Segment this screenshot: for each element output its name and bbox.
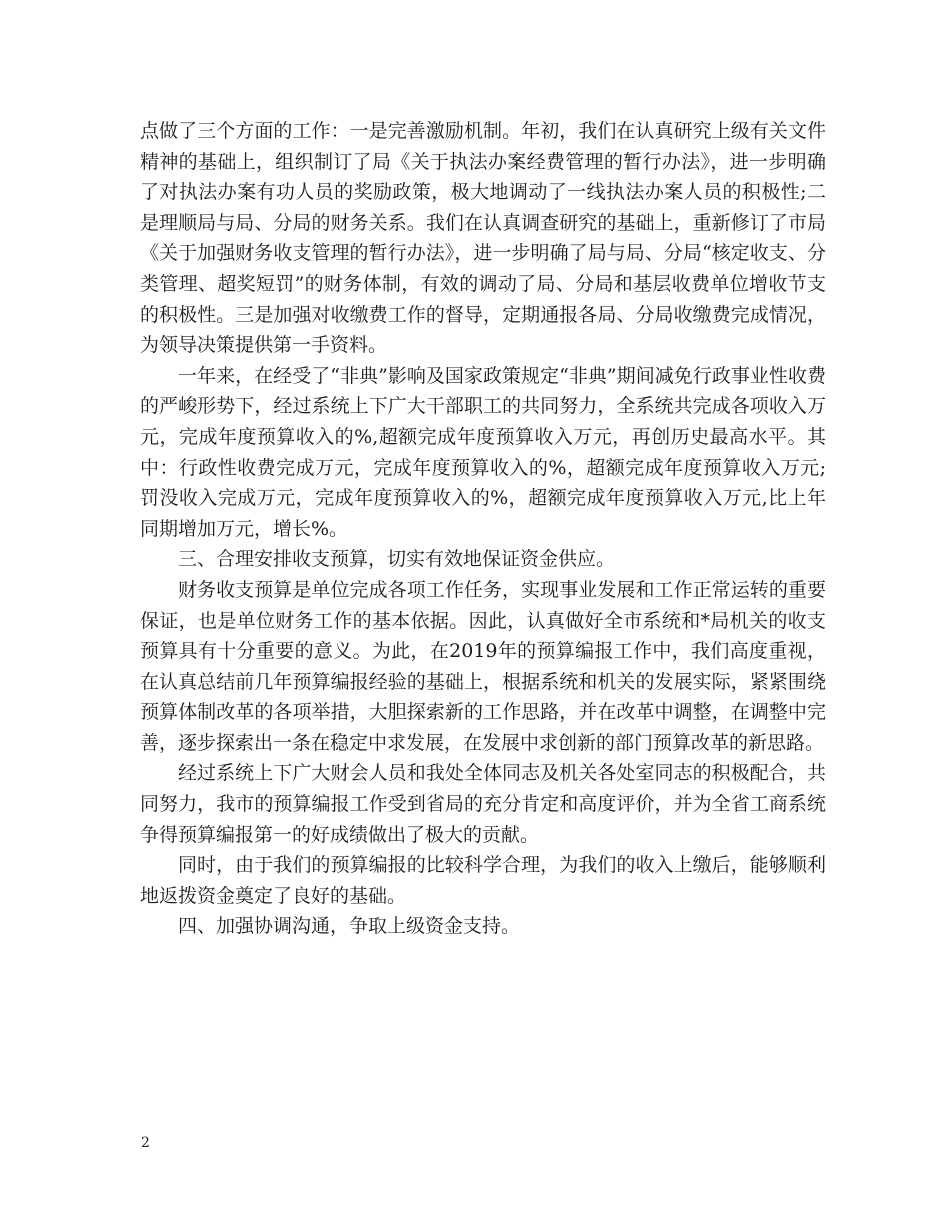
page-number: 2	[141, 1135, 150, 1151]
section-heading-4: 四、加强协调沟通，争取上级资金支持。	[178, 915, 521, 938]
section-heading-3: 三、合理安排收支预算，切实有效地保证资金供应。	[178, 548, 616, 571]
paragraph-5: 经过系统上下广大财会人员和我处全体同志及机关各处室同志的积极配合，共同努力，我市的预算编报工作受到省局的充分肯定和高度评价，并为全省工商系统争得预算编报第一的好成绩做出了极大的贡献。	[140, 762, 826, 846]
paragraph-1: 点做了三个方面的工作：一是完善激励机制。年初，我们在认真研究上级有关文件精神的基础上，组织制订了局《关于执法办案经费管理的暂行办法》，进一步明确了对执法办案有功人员的奖励政策，极大地调动了一线执法办案人员的积极性;二是理顺局与局、分局的财务关系。我们在认真调查研究的基础上，重新修订了市局《关于加强财务收支管理的暂行办法》，进一步明确了局与局、分局“核定收支、分类管理、超奖短罚”的财务体制，有效的调动了局、分局和基层收费单位增收节支的积极性。三是加强对收缴费工作的督导，定期通报各局、分局收缴费完成情况，为领导决策提供第一手资料。	[140, 120, 826, 357]
paragraph-4: 财务收支预算是单位完成各项工作任务，实现事业发展和工作正常运转的重要保证，也是单位财务工作的基本依据。因此，认真做好全市系统和*局机关的收支预算具有十分重要的意义。为此，在2019年的预算编报工作中，我们高度重视，在认真总结前几年预算编报经验的基础上，根据系统和机关的发展实际，紧紧围绕预算体制改革的各项举措，大胆探索新的工作思路，并在改革中调整，在调整中完善，逐步探索出一条在稳定中求发展，在发展中求创新的部门预算改革的新思路。	[140, 578, 826, 754]
paragraph-6: 同时，由于我们的预算编报的比较科学合理，为我们的收入上缴后，能够顺利地返拨资金奠定了良好的基础。	[140, 854, 826, 907]
document-body	[140, 116, 826, 942]
paragraph-2: 一年来，在经受了“非典”影响及国家政策规定“非典”期间减免行政事业性收费的严峻形势下，经过系统上下广大干部职工的共同努力，全系统共完成各项收入万元，完成年度预算收入的%,超额完成年度预算收入万元，再创历史最高水平。其中：行政性收费完成万元，完成年度预算收入的%，超额完成年度预算收入万元;罚没收入完成万元，完成年度预算收入的%，超额完成年度预算收入万元,比上年同期增加万元，增长%。	[140, 364, 826, 540]
